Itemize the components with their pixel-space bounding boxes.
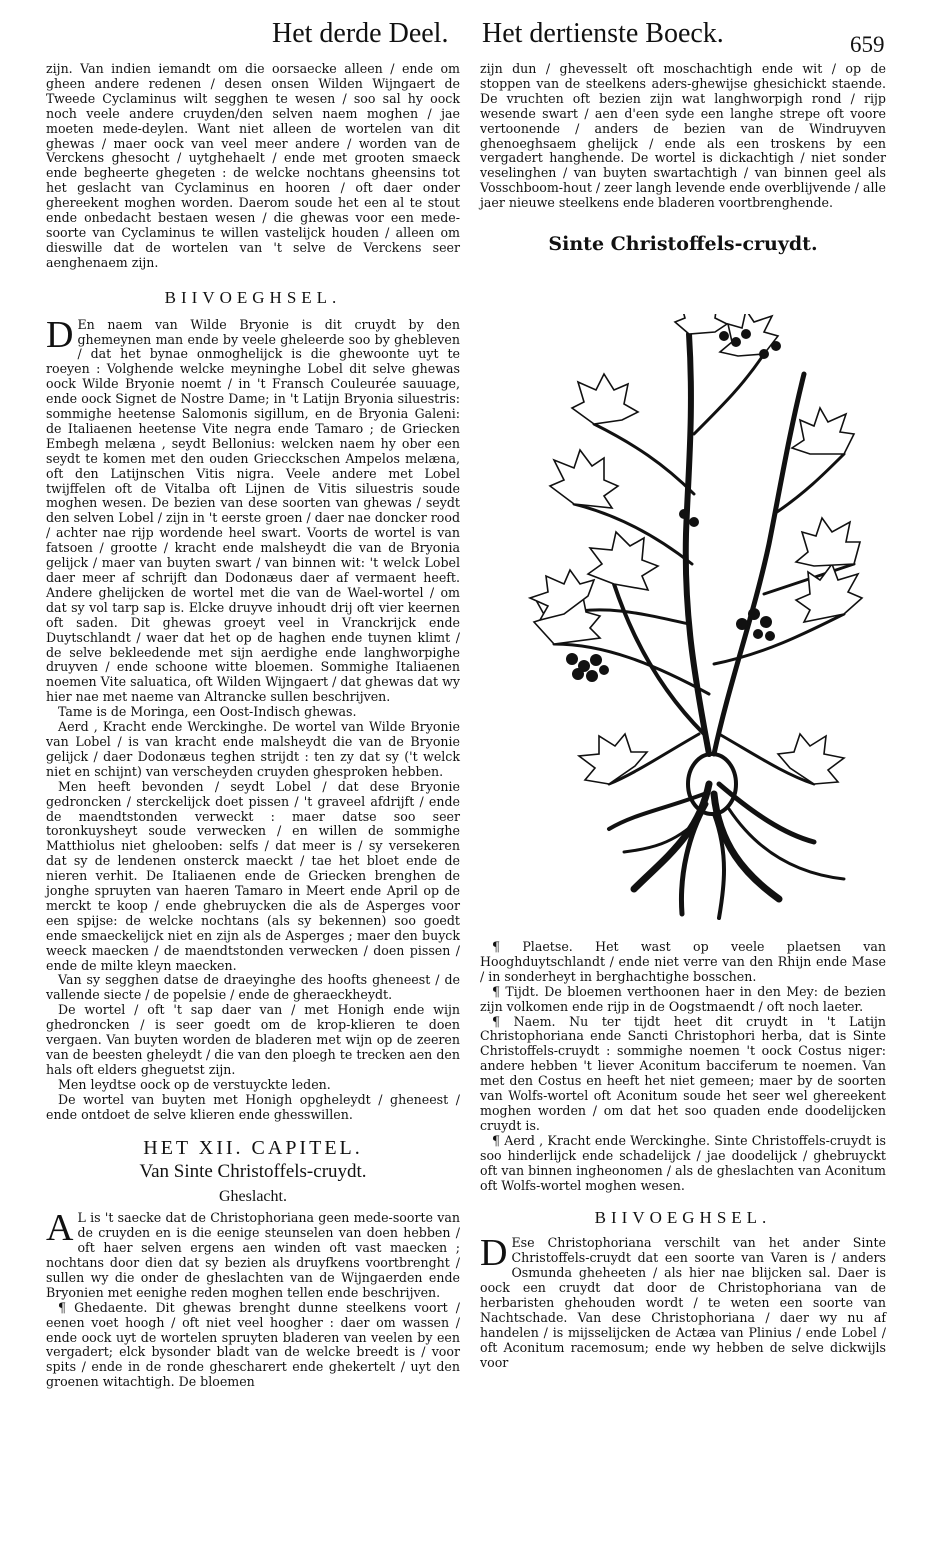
running-head-right: Het dertienste Boeck. xyxy=(482,18,724,49)
chapter-heading: HET XII. CAPITEL. xyxy=(143,1136,363,1159)
left-men-leydtse-paragraph: Men leydtse oock op de verstuyckte leden. xyxy=(58,1076,331,1092)
left-wortel-honigh-paragraph: De wortel van buyten met Honigh opgheleydt / gheneest / ende ontdoet de selve klieren ende ghesswillen. xyxy=(46,1091,460,1122)
page-number: 659 xyxy=(850,32,885,57)
left-bijvoeghsel-text: En naem van Wilde Bryonie is dit cruydt by den ghemeynen man ende by veele gheleerde soo by ghebleven / dat het bynae onmoghelijck is die ghewoonte uyt te roeyen : Volghende welcke meyninghe Lobel dit selve ghewas oock Wilde Bryonie noemt / in 't Fransch Couleurée sauuage, ende oock Signet de Nostre Dame; in 't Latijn Bryonia siluestris: sommighe heetense Salomonis sigillum, en de Bryonia Galeni: de Italiaenen heetense Vite negra ende Tamaro ; de Griecken Embegh melæna , seydt Bellonius: welcken naem hy ober een seydt te komen met den ouden Griecckschen Ampelos melæna, oft den Latijnschen Vitis nigra. Veele andere met Lobel twijffelen oft de Vitalba oft Lijnen de Vitis siluestris soude moghen wesen. De bezien van dese soorten van ghewas / seydt den selven Lobel / zijn in 't eerste groen / daer nae doncker rood / achter nae rijp wordende heel swart. Voorts de wortel is van fatsoen / grootte / kracht ende malsheydt die van de Bryonia gelijck / maer van buyten swart / van binnen wit: 't welck Lobel daer meer af schrijft dan Dodonæus daer af vermaent heeft. Andere ghelijcken de wortel met die van de Wael-wortel / om dat sy vol tarp sap is. Elcke druyve inhoudt drij oft vier keernen oft saden. Dit ghewas groeyt veel in Vranckrijck ende Duytschlandt / waer dat het op de haghen ende tuynen klimt / de selve bekleedende met sijn aerdighe ende langhworpighe druyven / ende schoone witte bloemen. Sommighe Italiaenen noemen Vite saluatica, oft Wilden Wijngaert / dat ghewas dat wy hier nae met naeme van Altrancke sullen beschrijven. xyxy=(46,316,461,705)
left-aerd-paragraph: Aerd , Kracht ende Werckinghe. De wortel van Wilde Bryonie van Lobel / is van kracht ende malsheydt die van de Bryonie gelijck / daer Dodonæus teghen strijdt : ten zy dat sy ('t welck niet en schijnt) van verscheyden cruyden ghesproken hebben. xyxy=(46,719,460,779)
right-section-bijvoeghsel: BIIVOEGHSEL. xyxy=(594,1208,772,1228)
right-bijvoeghsel-text: Ese Christophoriana verschilt van het ander Sinte Christoffels-cruydt dat een soorte van Varen is / anders Osmunda gheheeten / als hier nae blijcken sal. Daer is oock een cruydt dat door de Christophoriana van de herbaristen ghehouden wordt / te weten een soorte van Nachtschade. Van dese Christophoriana / daer wy nu af handelen / is mijsselijcken de Actæa van Plinius / ende Lobel / oft Aconitum racemosum; ende wy hebben de selve dickwijls voor xyxy=(480,1235,886,1370)
drop-cap: D xyxy=(46,313,74,356)
left-de-wortel-paragraph: De wortel / oft 't sap daer van / met Honigh ende wijn ghedroncken / is seer goedt om de krop-klieren te doen vergaen. Van buyten worden de bladeren met wijn op de zeeren van de beesten gheleydt / die van den ploegh te trecken aen den hals oft elders gheguetst zijn. xyxy=(46,1002,460,1077)
left-column xyxy=(46,62,460,1390)
gheslacht-text: L is 't saecke dat de Christophoriana geen mede-soorte van de cruyden en is die eenige steunselen van doen hebben / oft haer selven ergens aen winden oft vast maecken ; nochtans door dien dat sy bezien als druyfkens voortbrenght / sullen wy die onder de gheslachten van de Wijngaerden ende Bryonien met eenighe reden moghen tellen ende beschrijven. xyxy=(46,1210,460,1300)
running-head-left: Het derde Deel. xyxy=(272,18,449,49)
right-bijvoeghsel-paragraph xyxy=(480,1232,886,1370)
gheslacht-paragraph xyxy=(46,1207,460,1300)
left-men-heeft-paragraph: Men heeft bevonden / seydt Lobel / dat dese Bryonie gedroncken / sterckelijck doet pissen / 't graveel afdrijft / ende de maendtstonden verweckt : maer datse soo seer toronkuysheyt soude verwecken / en willen de sommighe Matthiolus niet ghelooben: selfs / dat meer is / sy versekeren dat sy de lendenen onsterck maeckt / tae het bloet ende de nieren verhit. De Italiaenen ende de Griecken brenghen de jonghe spruyten van haeren Tamaro in Meert ende April op de merckt te koop / ende ghebruycken die als de Asperges voor een spijse: de welcke nochtans (als sy bekennen) soo goedt ende smaeckelijck niet en zijn als de Asperges ; maer den buyck weeck maecken / de maendtstonden verwecken / doen pissen / ende de milte kleyn maecken. xyxy=(46,778,460,973)
right-column-bottom xyxy=(480,940,886,1370)
plaetse-paragraph: ¶ Plaetse. Het wast op veele plaetsen van Hooghduytschlandt / ende niet verre van den Rhijn ende Mase / in sonderheyt in berghachtighe bosschen. xyxy=(480,939,886,984)
naem-paragraph: ¶ Naem. Nu ter tijdt heet dit cruydt in 't Latijn Christophoriana ende Sancti Christophori herba, dat is Sinte Christoffels-cruydt : sommighe noemen 't oock Costus niger: andere hebben 't liever Aconitum bacciferum te noemen. Van met den Costus en heeft het niet gemeen; maer by de soorten van Wolfs-wortel oft Aconitum soude het seer wel ghereekent moghen worden / om dat het soo quaden ende doodelijcken cruydt is. xyxy=(480,1013,886,1133)
right-intro-paragraph: zijn dun / ghevesselt oft moschachtigh ende wit / op de stoppen van de steelkens aders-ghewijse ghesichickt staende. De vruchten oft bezien zijn wat langhworpigh rond / rijp wesende swart / aen d'een syde een langhe strepe oft voore vertoonende / anders de bezien van de Windruyven ghenoeghsaem ghelijck / ende als een troskens by een vergadert hanghende. De wortel is dickachtigh / niet sonder veselinghen / van buyten swartachtigh / van binnen geel als Vosschboom-hout / zeer langh levende ende overblijvende / alle jaer nieuwe steelkens ende bladeren voortbrenghende. xyxy=(480,61,886,211)
left-van-sy-paragraph: Van sy segghen datse de draeyinghe des hoofts gheneest / de vallende siecte / de popelsie / ende de gheraeckheydt. xyxy=(46,972,460,1003)
ghedaente-paragraph: ¶ Ghedaente. Dit ghewas brenght dunne steelkens voort / eenen voet hoogh / oft niet veel hoogher : daer om wassen / ende oock uyt de wortelen spruyten bladeren van veelen by een vergadert; elck bysonder bladt van de welcke breedt is / voor spits / ende in de ronde ghescharert ende ghekertelt / uyt den groenen witachtigh. De bloemen xyxy=(46,1299,460,1390)
drop-cap: A xyxy=(46,1207,74,1250)
drop-cap: D xyxy=(480,1232,508,1275)
left-tame-line: Tame is de Moringa, een Oost-Indisch ghewas. xyxy=(58,704,357,720)
aerd-paragraph-right: ¶ Aerd , Kracht ende Werckinghe. Sinte Christoffels-cruydt is soo hinderlijck ende schadelijck / jae doodelijck / ghebruyckt oft van binnen ingheonomen / als de gheslachten van Aconitum oft Wolfs-wortel moghen wesen. xyxy=(480,1132,886,1193)
gheslacht-heading: Gheslacht. xyxy=(219,1188,287,1206)
left-intro-paragraph: zijn. Van indien iemandt om die oorsaecke alleen / ende om gheen andere redenen / desen onsen Wilden Wijngaert de Tweede Cyclaminus wilt segghen te wesen / soo sal hy oock noch veele andere cruyden/den selven naem moghen / jae moeten mede-deylen. Want niet alleen de wortelen van dit ghewas / maer oock van veel meer andere / worden van de Verckens ghesocht / uytghehaelt / ende met grooten smaeck ende begheerte ghegeten : de welcke nochtans gheensins tot het geslacht van Cyclaminus en hooren / oft daer onder ghereekent moghen worden. Daerom soude het een al te stout ende onbedacht bestaen wesen / die ghewas voor een mede-soorte van Cyclaminus te willen vastelijck houden / alleen om dieswille dat de wortelen van 't selve de Verckens seer aenghenaem zijn. xyxy=(46,61,460,270)
plant-caption: Sinte Christoffels-cruydt. xyxy=(548,233,818,256)
plant-woodcut-illustration xyxy=(514,314,866,922)
tijdt-paragraph: ¶ Tijdt. De bloemen verthoonen haer in den Mey: de bezien zijn volkomen ende rijp in de Oogstmaendt / oft noch laeter. xyxy=(480,983,886,1014)
left-section-bijvoeghsel: BIIVOEGHSEL. xyxy=(164,287,342,307)
left-bijvoeghsel-paragraph xyxy=(46,313,461,706)
right-column-top xyxy=(480,61,886,256)
chapter-title: Van Sinte Christoffels-cruydt. xyxy=(139,1161,367,1183)
